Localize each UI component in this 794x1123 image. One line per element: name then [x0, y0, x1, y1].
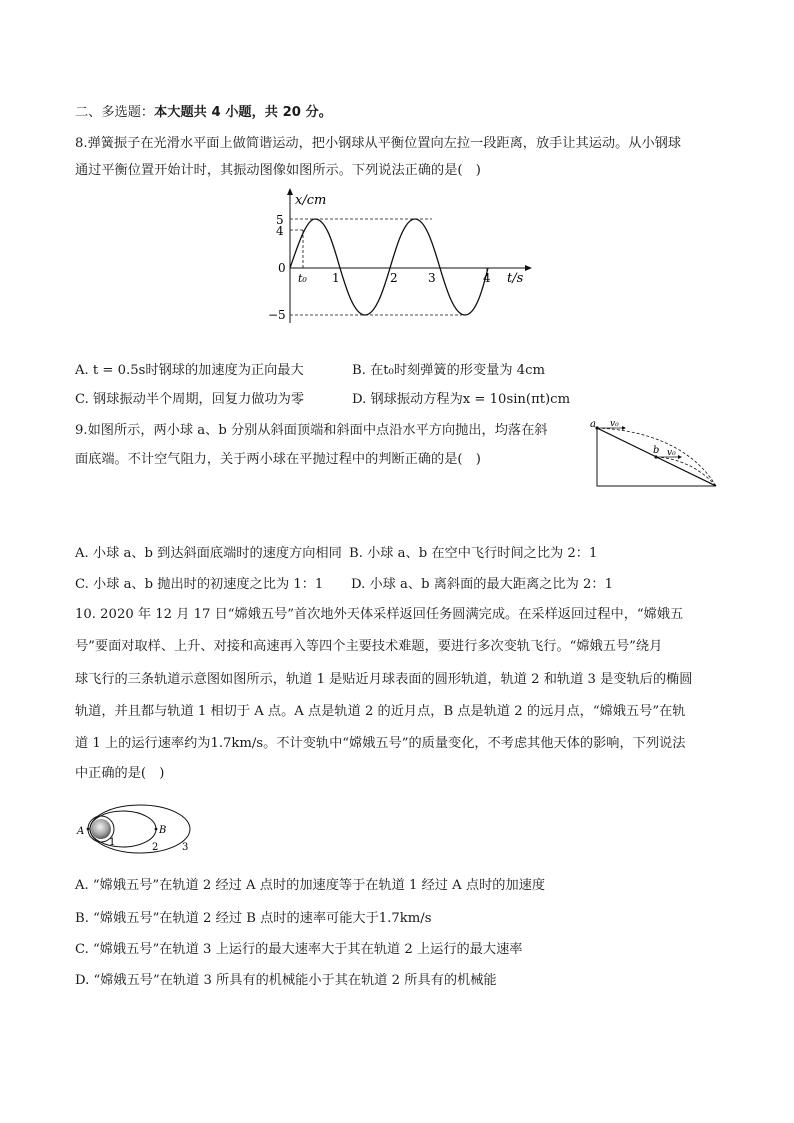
q10-orbit-figure [72, 800, 197, 858]
q10-stem-line5: 道 1 上的运行速率约为1.7km/s。不计变轨中“嫦娥五号”的质量变化，不考虑其他天体的影响，下列说法 [75, 736, 686, 751]
q8-ylabel: x/cm [295, 193, 327, 208]
q9-option-a: A. 小球 a、b 到达斜面底端时的速度方向相同 [75, 546, 342, 561]
q9-option-d: D. 小球 a、b 离斜面的最大距离之比为 2：1 [351, 577, 613, 592]
q10-label-B: B [159, 825, 167, 836]
q8-stem-line2: 通过平衡位置开始计时，其振动图像如图所示。下列说法正确的是( ) [75, 163, 481, 178]
q9-stem-line1: 9.如图所示，两小球 a、b 分别从斜面顶端和斜面中点沿水平方向抛出，均落在斜 [75, 423, 548, 438]
q10-stem-line2: 号”要面对取样、上升、对接和高速再入等四个主要技术难题，要进行多次变轨飞行。“嫦娥五号”绕月 [75, 639, 663, 654]
q8-ytick-0: 0 [278, 261, 286, 275]
section-prefix: 二、多选题： [75, 105, 155, 120]
q8-ytick-neg5: −5 [268, 308, 286, 322]
q8-option-b: B. 在t₀时刻弹簧的形变量为 4cm [352, 363, 546, 378]
q10-option-b: B. “嫦娥五号”在轨道 2 经过 B 点时的速率可能大于1.7km/s [75, 911, 432, 926]
q8-xlabel: t/s [507, 271, 524, 286]
q9-label-a: a [590, 419, 596, 430]
section-header [75, 104, 332, 122]
q8-sine-curve [290, 219, 488, 315]
q9-label-b: b [653, 445, 660, 456]
q8-ytick-4: 4 [276, 224, 284, 238]
q8-xtick-1: 1 [332, 271, 340, 285]
q9-stem-line2: 面底端。不计空气阻力，关于两小球在平抛过程中的判断正确的是( ) [75, 452, 481, 467]
q8-xtick-2: 2 [390, 271, 398, 285]
q8-option-d: D. 钢球振动方程为x = 10sin(πt)cm [352, 392, 571, 407]
q10-option-a: A. “嫦娥五号”在轨道 2 经过 A 点时的加速度等于在轨道 1 经过 A 点时的加速度 [75, 878, 546, 893]
q8-option-a: A. t = 0.5s时钢球的加速度为正向最大 [75, 363, 304, 378]
q9-option-b: B. 小球 a、b 在空中飞行时间之比为 2：1 [349, 546, 598, 561]
q8-vibration-graph [270, 188, 540, 328]
q10-stem-line4: 轨道，并且都与轨道 1 相切于 A 点。A 点是轨道 2 的近月点，B 点是轨道 2 的远月点，“嫦娥五号”在轨 [75, 704, 686, 719]
q10-option-c: C. “嫦娥五号”在轨道 3 上运行的最大速率大于其在轨道 2 上运行的最大速率 [75, 942, 523, 957]
q8-stem-line1: 8.弹簧振子在光滑水平面上做简谐运动，把小钢球从平衡位置向左拉一段距离，放手让其运动。从小钢球 [75, 136, 682, 151]
q8-option-c: C. 钢球振动半个周期，回复力做功为零 [75, 392, 305, 407]
q10-stem-line6: 中正确的是( ) [75, 766, 165, 781]
q8-xtick-3: 3 [428, 271, 436, 285]
q9-incline-figure [588, 418, 720, 492]
q10-option-d: D. “嫦娥五号”在轨道 3 所具有的机械能小于其在轨道 2 所具有的机械能 [75, 973, 497, 988]
q9-option-c: C. 小球 a、b 抛出时的初速度之比为 1：1 [75, 577, 324, 592]
q8-xtick-4: 4 [483, 271, 491, 285]
q9-label-vb: v₀ [667, 448, 676, 458]
q10-orbit-1: 1 [109, 837, 116, 848]
q10-orbit-3: 3 [182, 842, 189, 853]
q8-ytick-5: 5 [276, 213, 284, 227]
q9-label-va: v₀ [610, 419, 619, 429]
q10-label-A: A [77, 826, 85, 837]
q8-xtick-t0: t₀ [298, 272, 307, 285]
q10-stem-line1: 10. 2020 年 12 月 17 日“嫦娥五号”首次地外天体采样返回任务圆满完成。在采样返回过程中，“嫦娥五 [75, 607, 684, 622]
moon-icon [91, 819, 111, 839]
q10-orbit-2: 2 [152, 842, 159, 853]
q10-stem-line3: 球飞行的三条轨道示意图如图所示，轨道 1 是贴近月球表面的圆形轨道，轨道 2 和轨道 3 是变轨后的椭圆 [75, 672, 693, 687]
section-bold: 本大题共 4 小题，共 20 分。 [154, 105, 332, 120]
